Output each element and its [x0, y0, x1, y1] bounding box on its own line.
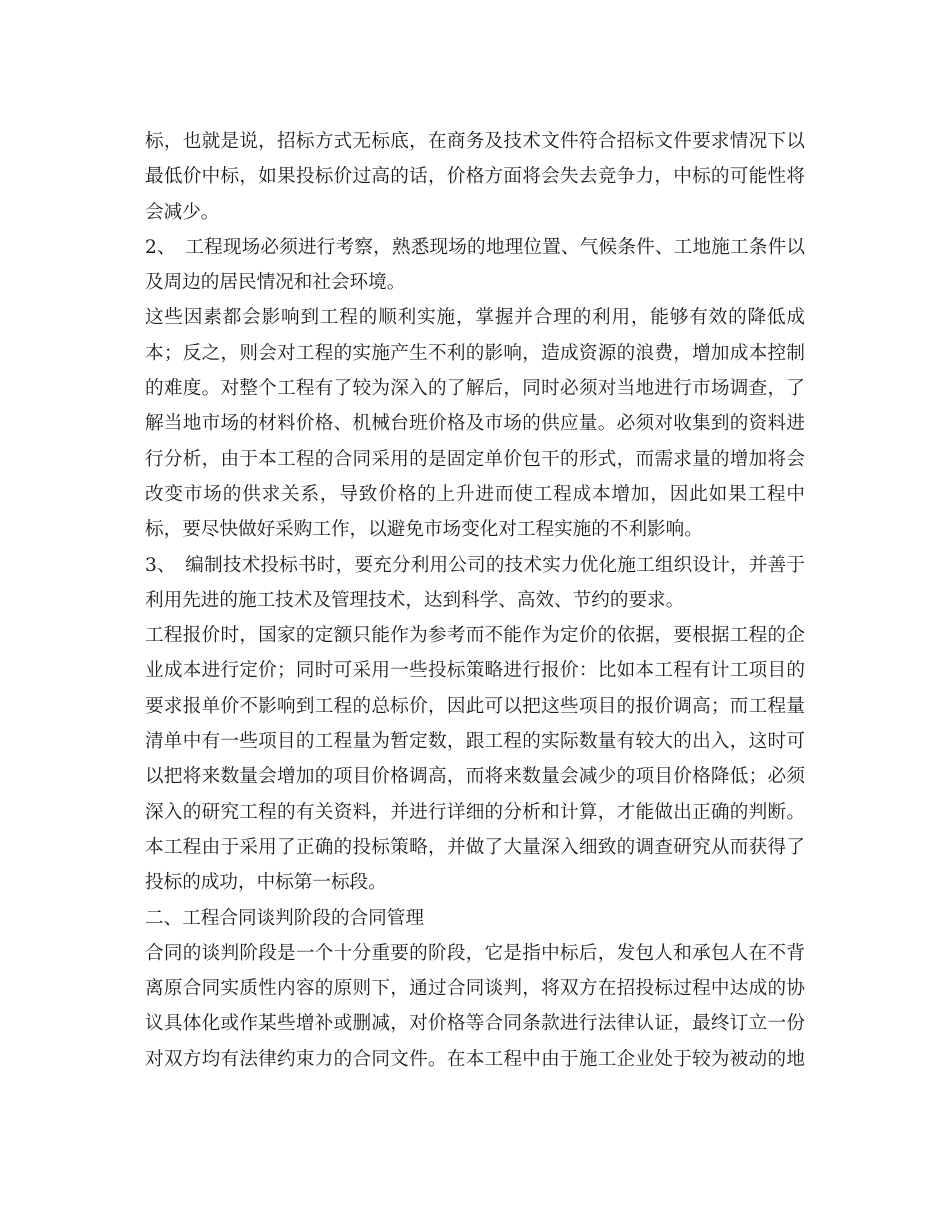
text-line: 议具体化或作某些增补或删减，对价格等合同条款进行法律认证，最终订立一份: [145, 1013, 805, 1035]
text-line: 行分析，由于本工程的合同采用的是固定单价包干的形式，而需求量的增加将会: [145, 448, 805, 470]
text-line: 3、 编制技术投标书时，要充分利用公司的技术实力优化施工组织设计，并善于: [145, 554, 805, 576]
text-line: 改变市场的供求关系，导致价格的上升进而使工程成本增加，因此如果工程中: [145, 483, 805, 505]
text-line: 深入的研究工程的有关资料，并进行详细的分析和计算，才能做出正确的判断。: [145, 801, 805, 823]
text-line: 这些因素都会影响到工程的顺利实施，掌握并合理的利用，能够有效的降低成: [145, 307, 805, 329]
text-line: 的难度。对整个工程有了较为深入的了解后，同时必须对当地进行市场调查，了: [145, 378, 805, 400]
text-line: 要求报单价不影响到工程的总标价，因此可以把这些项目的报价调高；而工程量: [145, 695, 805, 717]
text-line: 解当地市场的材料价格、机械台班价格及市场的供应量。必须对收集到的资料进: [145, 413, 805, 435]
text-line: 最低价中标，如果投标价过高的话，价格方面将会失去竞争力，中标的可能性将: [145, 166, 805, 188]
text-line: 利用先进的施工技术及管理技术，达到科学、高效、节约的要求。: [145, 589, 685, 611]
text-line: 工程报价时，国家的定额只能作为参考而不能作为定价的依据，要根据工程的企: [145, 625, 805, 647]
text-line: 业成本进行定价；同时可采用一些投标策略进行报价：比如本工程有计工项目的: [145, 660, 805, 682]
text-line: 合同的谈判阶段是一个十分重要的阶段，它是指中标后，发包人和承包人在不背: [145, 942, 805, 964]
section-heading: 二、工程合同谈判阶段的合同管理: [145, 907, 424, 929]
text-line: 以把将来数量会增加的项目价格调高，而将来数量会减少的项目价格降低；必须: [145, 766, 805, 788]
text-line: 清单中有一些项目的工程量为暂定数，跟工程的实际数量有较大的出入，这时可: [145, 731, 805, 753]
text-line: 2、 工程现场必须进行考察，熟悉现场的地理位置、气候条件、工地施工条件以: [145, 236, 805, 258]
body-text: [145, 124, 805, 1077]
text-line: 及周边的居民情况和社会环境。: [145, 272, 406, 294]
text-line: 标，也就是说，招标方式无标底，在商务及技术文件符合招标文件要求情况下以: [145, 131, 805, 152]
text-line: 投标的成功，中标第一标段。: [145, 872, 387, 894]
text-line: 对双方均有法律约束力的合同文件。在本工程中由于施工企业处于较为被动的地: [145, 1048, 805, 1070]
text-line: 离原合同实质性内容的原则下，通过合同谈判，将双方在招投标过程中达成的协: [145, 978, 805, 1000]
text-line: 会减少。: [145, 201, 220, 223]
text-line: 本；反之，则会对工程的实施产生不利的影响，造成资源的浪费，增加成本控制: [145, 342, 805, 364]
text-line: 本工程由于采用了正确的投标策略，并做了大量深入细致的调查研究从而获得了: [145, 836, 805, 858]
text-line: 标，要尽快做好采购工作，以避免市场变化对工程实施的不利影响。: [145, 519, 703, 541]
